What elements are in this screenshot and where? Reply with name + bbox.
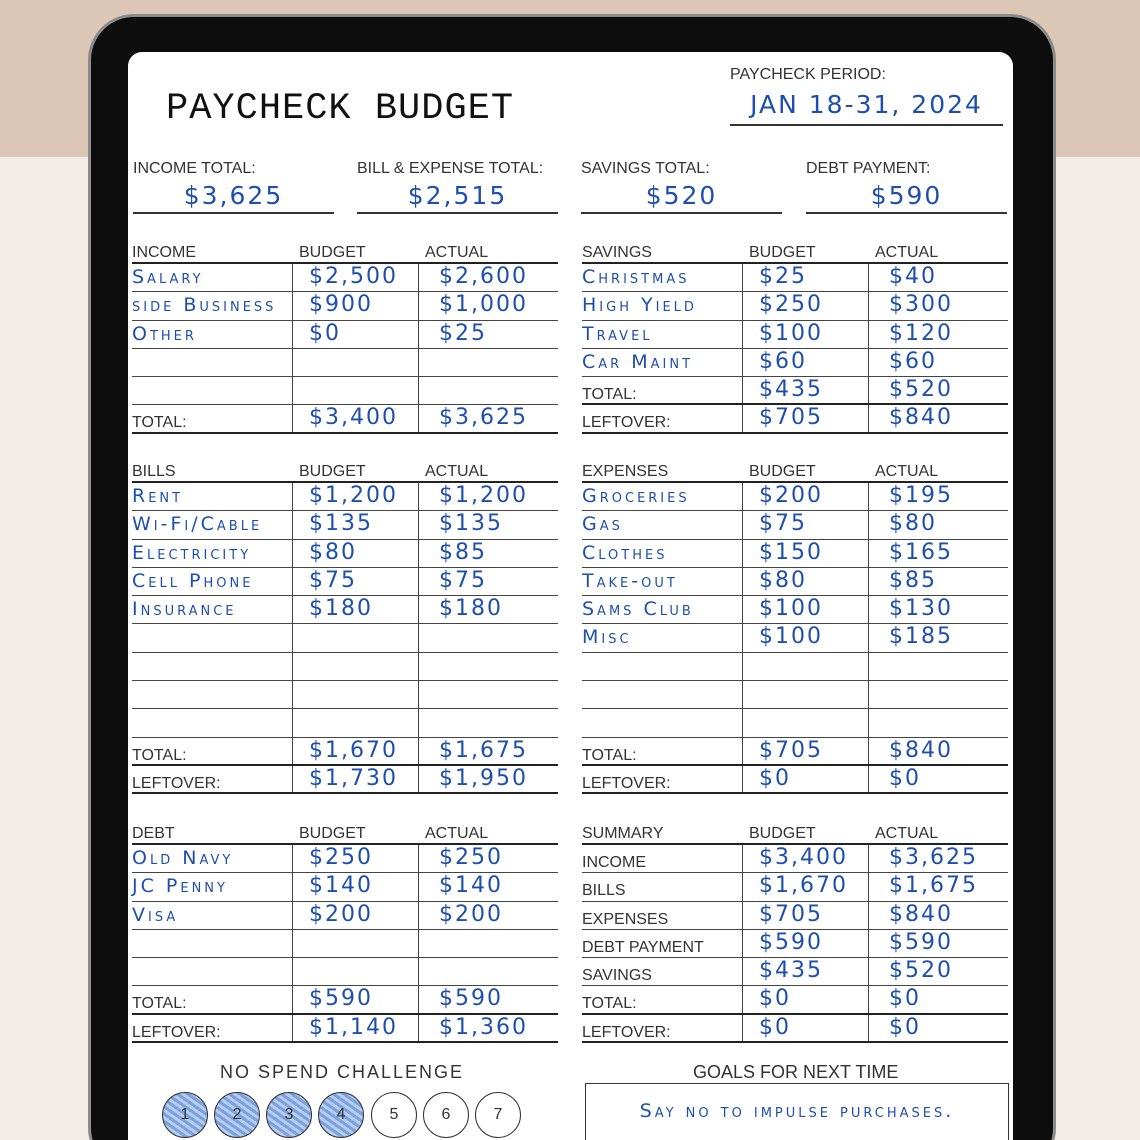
empty-row[interactable]: [132, 349, 558, 377]
table-row[interactable]: Electricity $80 $85: [132, 540, 558, 568]
empty-row[interactable]: [582, 653, 1008, 681]
table-row[interactable]: Take-out $80 $85: [582, 568, 1008, 596]
table-row[interactable]: Old Navy $250 $250: [132, 845, 558, 873]
savings-title: SAVINGS: [582, 244, 652, 261]
table-row[interactable]: Insurance $180 $180: [132, 596, 558, 624]
budget-header: BUDGET: [749, 244, 816, 261]
budget-header: BUDGET: [299, 825, 366, 842]
table-row[interactable]: Travel $100 $120: [582, 321, 1008, 349]
goals-text: Say no to impulse purchases.: [639, 1100, 955, 1122]
actual-header: ACTUAL: [875, 825, 939, 842]
savings-total-box: [581, 160, 782, 216]
summary-total-row[interactable]: TOTAL: $0 $0: [582, 986, 1008, 1014]
debt-title: DEBT: [132, 825, 175, 842]
bills-leftover-row[interactable]: LEFTOVER: $1,730 $1,950: [132, 766, 558, 794]
no-spend-day-2[interactable]: 2: [214, 1092, 260, 1138]
goals-label: GOALS FOR NEXT TIME: [693, 1062, 899, 1082]
actual-header: ACTUAL: [875, 244, 939, 261]
empty-row[interactable]: [132, 653, 558, 681]
no-spend-day-4[interactable]: 4: [318, 1092, 364, 1138]
actual-header: ACTUAL: [425, 825, 489, 842]
income-total-row[interactable]: TOTAL: $3,400 $3,625: [132, 405, 558, 433]
expenses-total-row[interactable]: TOTAL: $705 $840: [582, 738, 1008, 766]
empty-row[interactable]: [132, 377, 558, 405]
page-title: PAYCHECK BUDGET: [166, 88, 515, 130]
empty-row[interactable]: [132, 681, 558, 709]
income-total-field[interactable]: $3,625: [133, 178, 334, 214]
table-row[interactable]: Wi-Fi/Cable $135 $135: [132, 511, 558, 539]
empty-row[interactable]: [132, 930, 558, 958]
table-row[interactable]: Salary $2,500 $2,600: [132, 264, 558, 292]
empty-row[interactable]: [582, 709, 1008, 737]
expenses-leftover-row[interactable]: LEFTOVER: $0 $0: [582, 766, 1008, 794]
no-spend-label: NO SPEND CHALLENGE: [220, 1062, 465, 1082]
savings-total-row[interactable]: TOTAL: $435 $520: [582, 377, 1008, 405]
no-spend-day-7[interactable]: 7: [475, 1092, 521, 1138]
budget-header: BUDGET: [299, 244, 366, 261]
debt-total-row[interactable]: TOTAL: $590 $590: [132, 986, 558, 1014]
empty-row[interactable]: [132, 624, 558, 652]
actual-header: ACTUAL: [425, 463, 489, 480]
summary-table: [582, 823, 1008, 1043]
empty-row[interactable]: [132, 958, 558, 986]
savings-total-label: SAVINGS TOTAL:: [581, 160, 710, 177]
empty-row[interactable]: [582, 681, 1008, 709]
budget-header: BUDGET: [299, 463, 366, 480]
goals-box[interactable]: [585, 1083, 1009, 1140]
table-row[interactable]: Rent $1,200 $1,200: [132, 483, 558, 511]
table-row[interactable]: Cell Phone $75 $75: [132, 568, 558, 596]
table-row[interactable]: Other $0 $25: [132, 321, 558, 349]
table-row[interactable]: Sams Club $100 $130: [582, 596, 1008, 624]
actual-header: ACTUAL: [875, 463, 939, 480]
summary-leftover-row[interactable]: LEFTOVER: $0 $0: [582, 1015, 1008, 1043]
bill-expense-total-label: BILL & EXPENSE TOTAL:: [357, 160, 544, 177]
actual-header: ACTUAL: [425, 244, 489, 261]
budget-header: BUDGET: [749, 825, 816, 842]
table-row[interactable]: Clothes $150 $165: [582, 540, 1008, 568]
no-spend-day-3[interactable]: 3: [266, 1092, 312, 1138]
expenses-table: [582, 461, 1008, 794]
debt-payment-box: [806, 160, 1007, 216]
no-spend-day-5[interactable]: 5: [371, 1092, 417, 1138]
no-spend-day-6[interactable]: 6: [423, 1092, 469, 1138]
income-table: [132, 242, 558, 434]
table-row[interactable]: Visa $200 $200: [132, 902, 558, 930]
table-row[interactable]: Car Maint $60 $60: [582, 349, 1008, 377]
summary-row[interactable]: EXPENSES $705 $840: [582, 902, 1008, 930]
bills-total-row[interactable]: TOTAL: $1,670 $1,675: [132, 738, 558, 766]
table-row[interactable]: High Yield $250 $300: [582, 292, 1008, 320]
savings-table: [582, 242, 1008, 434]
bill-expense-total-field[interactable]: $2,515: [357, 178, 558, 214]
summary-row[interactable]: BILLS $1,670 $1,675: [582, 873, 1008, 901]
table-row[interactable]: Christmas $25 $40: [582, 264, 1008, 292]
savings-total-field[interactable]: $520: [581, 178, 782, 214]
income-total-label: INCOME TOTAL:: [133, 160, 256, 177]
debt-payment-field[interactable]: $590: [806, 178, 1007, 214]
summary-row[interactable]: INCOME $3,400 $3,625: [582, 845, 1008, 873]
table-row[interactable]: Misc $100 $185: [582, 624, 1008, 652]
budget-header: BUDGET: [749, 463, 816, 480]
table-row[interactable]: JC Penny $140 $140: [132, 873, 558, 901]
empty-row[interactable]: [132, 709, 558, 737]
period-field[interactable]: JAN 18-31, 2024: [730, 84, 1003, 126]
income-total-box: [133, 160, 334, 216]
table-row[interactable]: Groceries $200 $195: [582, 483, 1008, 511]
expenses-title: EXPENSES: [582, 463, 669, 480]
budget-sheet: [128, 52, 1013, 1140]
no-spend-day-1[interactable]: 1: [162, 1092, 208, 1138]
table-row[interactable]: side Business $900 $1,000: [132, 292, 558, 320]
summary-row[interactable]: SAVINGS $435 $520: [582, 958, 1008, 986]
table-row[interactable]: Gas $75 $80: [582, 511, 1008, 539]
bills-title: BILLS: [132, 463, 176, 480]
summary-row[interactable]: DEBT PAYMENT $590 $590: [582, 930, 1008, 958]
debt-table: [132, 823, 558, 1043]
debt-payment-label: DEBT PAYMENT:: [806, 160, 931, 177]
summary-title: SUMMARY: [582, 825, 664, 842]
income-title: INCOME: [132, 244, 196, 261]
bill-expense-total-box: [357, 160, 558, 216]
bills-table: [132, 461, 558, 794]
savings-leftover-row[interactable]: LEFTOVER: $705 $840: [582, 405, 1008, 433]
period-label: PAYCHECK PERIOD:: [730, 66, 886, 83]
debt-leftover-row[interactable]: LEFTOVER: $1,140 $1,360: [132, 1015, 558, 1043]
